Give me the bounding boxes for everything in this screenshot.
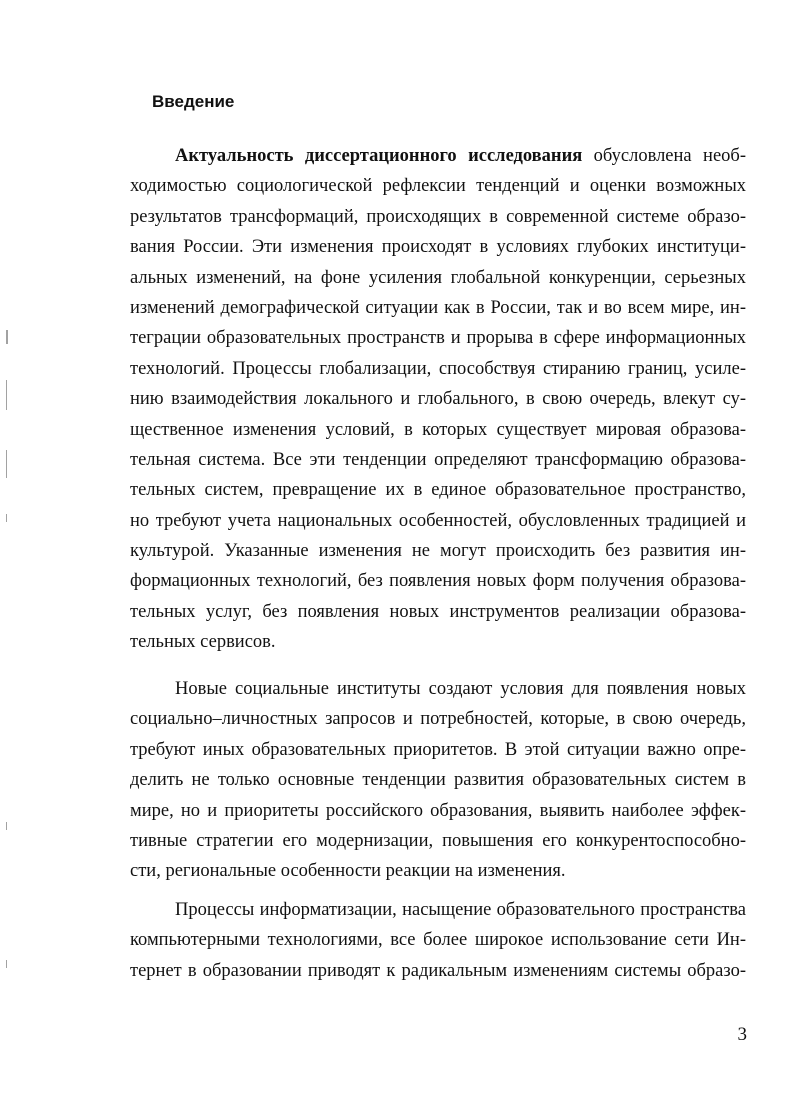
text-line: результатов трансформаций, происходящих в современной системе образо-: [130, 206, 746, 227]
scan-artifact: [6, 450, 7, 478]
text-line: требуют иных образовательных приоритетов. В этой ситуации важно опре-: [130, 739, 746, 760]
text-line: вания России. Эти изменения происходят в условиях глубоких институци-: [130, 237, 746, 258]
text-line: формационных технологий, без появления новых форм получения образова-: [130, 571, 746, 592]
scan-artifact: [6, 380, 7, 410]
text-line: сти, региональные особенности реакции на изменения.: [130, 861, 566, 882]
paragraph-first-line: [130, 141, 746, 171]
text-line: тельных систем, превращение их в единое образовательное пространство,: [130, 480, 746, 501]
text-line: ходимостью социологической рефлексии тенденций и оценки возможных: [130, 176, 746, 197]
text-line: тернет в образовании приводят к радикальным изменениям системы образо-: [130, 960, 746, 981]
scan-artifact: [6, 822, 7, 830]
text-line: компьютерными технологиями, все более широкое использование сети Ин-: [130, 930, 746, 951]
text-line: теграции образовательных пространств и прорыва в сфере информационных: [130, 328, 746, 349]
text-line: мире, но и приоритеты российского образования, выявить наиболее эффек-: [130, 800, 746, 821]
text-line: тивные стратегии его модернизации, повышения его конкурентоспособно-: [130, 830, 746, 851]
text-line: щественное изменения условий, в которых существует мировая образова-: [130, 419, 746, 440]
text-line: тельных услуг, без появления новых инструментов реализации образова-: [130, 601, 746, 622]
text-line: технологий. Процессы глобализации, способствуя стиранию границ, усиле-: [130, 358, 746, 379]
paragraph-relevance: [130, 141, 746, 658]
page-number: 3: [737, 1024, 747, 1045]
text-line: но требуют учета национальных особенностей, обусловленных традицией и: [130, 510, 746, 531]
relevance-lead-bold: Актуальность диссертационного исследования: [175, 146, 583, 166]
section-heading: Введение: [152, 92, 235, 111]
text-line: Процессы информатизации, насыщение образовательного пространства: [175, 900, 746, 920]
text-line: делить не только основные тенденции развития образовательных систем в: [130, 770, 746, 791]
text-line: тельных сервисов.: [130, 632, 276, 653]
paragraph-informatization: [130, 895, 746, 986]
paragraph-new-institutions: [130, 674, 746, 887]
text-line: тельная система. Все эти тенденции определяют трансформацию образова-: [130, 449, 746, 470]
text-line: нию взаимодействия локального и глобального, в свою очередь, влекут су-: [130, 389, 746, 410]
scan-artifact: [6, 960, 7, 968]
text-line: альных изменений, на фоне усиления глобальной конкуренции, серьезных: [130, 267, 746, 288]
text-line: культурой. Указанные изменения не могут происходить без развития ин-: [130, 541, 746, 562]
scan-artifact: [6, 330, 8, 344]
text-line: Новые социальные институты создают условия для появления новых: [175, 679, 746, 699]
text-line: социально–личностных запросов и потребностей, которые, в свою очередь,: [130, 709, 746, 730]
scan-artifact: [6, 514, 7, 522]
text-line: изменений демографической ситуации как в России, так и во всем мире, ин-: [130, 297, 746, 318]
relevance-lead-rest: обусловлена необ-: [582, 146, 746, 166]
